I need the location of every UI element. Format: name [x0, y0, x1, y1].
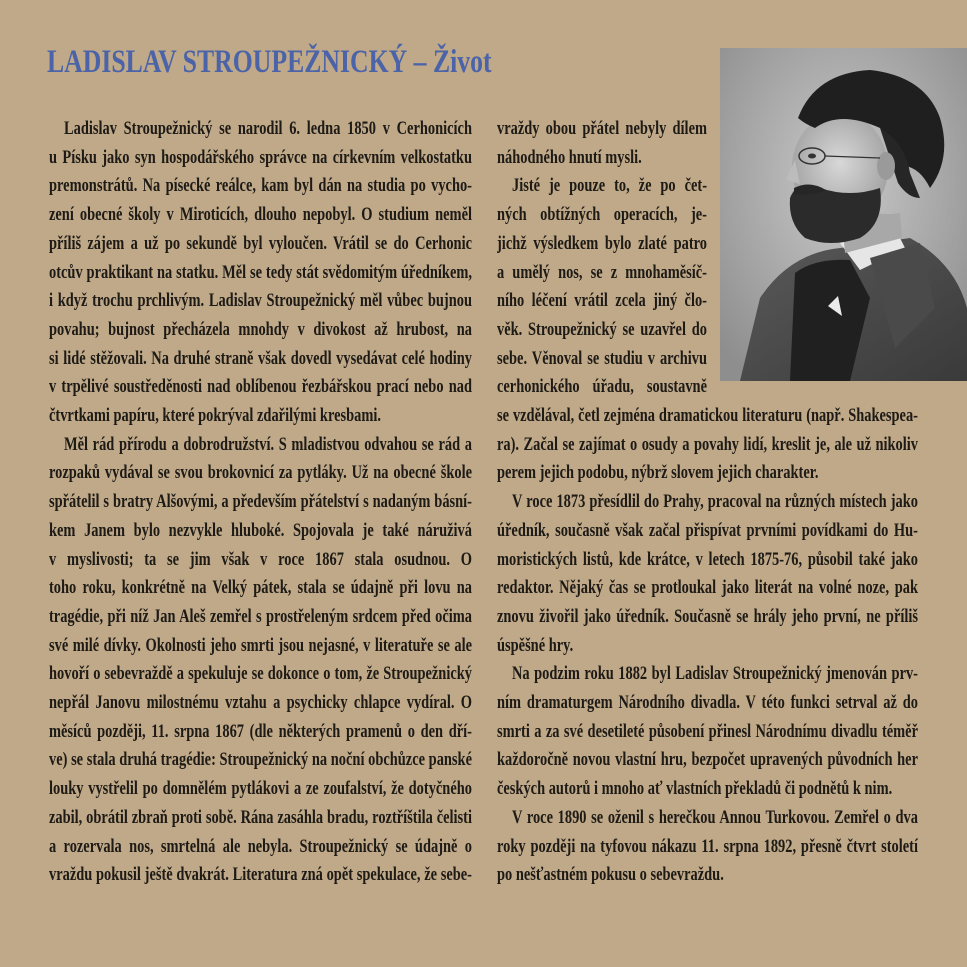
text-line-content: po nešťastném pokusu o sebevraždu.	[497, 865, 724, 886]
text-line	[49, 692, 472, 720]
text-line-content: Na podzim roku 1882 byl Ladislav Stroupežnický jmenován prv-	[512, 664, 918, 685]
text-line-content: ního léčení vrátil zcela jiný člo-	[497, 291, 707, 312]
text-line	[49, 233, 472, 261]
text-line-content: Měl rád přírodu a dobrodružství. S mladistvou odvahou se rád a	[64, 434, 472, 455]
text-line-content: ve) se stala druhá tragédie: Stroupežnický na noční obchůzce panské	[49, 750, 472, 771]
text-line-content: Ladislav Stroupežnický se narodil 6. ledna 1850 v Cerhonicích	[64, 119, 472, 139]
text-line	[497, 549, 918, 577]
text-line-content: Jisté je pouze to, že po čet-	[512, 176, 707, 197]
text-line	[49, 204, 472, 232]
text-line-content: věk. Stroupežnický se uzavřel do	[497, 319, 707, 340]
text-line-content: své milé dívky. Okolnosti jeho smrti jsou nejasné, v literatuře se ale	[49, 635, 472, 656]
text-line	[49, 147, 472, 175]
text-line-content: kem Janem bylo nezvykle hluboké. Spojovala je také náruživá	[49, 520, 472, 541]
text-line	[497, 204, 707, 232]
text-line-content: v myslivosti; ta se jim však v roce 1867 stala osudnou. O	[49, 549, 472, 570]
text-line	[49, 663, 472, 691]
text-line-content: smrti a za své desetileté působení přinesl Národnímu divadlu téměř	[497, 721, 918, 742]
text-line-content: náhodného hnutí mysli.	[497, 147, 642, 168]
text-line	[497, 118, 707, 146]
text-line-content: tragédie, při níž Jan Aleš zemřel s prostřeleným srdcem před očima	[49, 606, 472, 627]
text-line-content: čtvrtkami papíru, které pokrýval zdařilými kresbami.	[49, 406, 382, 426]
text-line-content: v trpělivé soustředěnosti nad oblíbenou řezbářskou prací nebo nad	[49, 377, 472, 398]
text-line-content: hovoří o sebevraždě a spekuluje se dokonce o tom, že Stroupežnický	[49, 664, 472, 685]
text-line	[497, 692, 918, 720]
text-line-content: se vzdělával, četl zejména dramatickou literaturu (např. Shakespea-	[497, 406, 918, 426]
text-line-content: zení obecné školy v Miroticích, dlouho nepobyl. O studium neměl	[49, 205, 472, 226]
text-line-content: rozpaků vydával se svou brokovnicí za pytláky. Už na obecné škole	[49, 463, 472, 484]
text-line	[64, 434, 472, 462]
text-line-content: spřátelil s bratry Alšovými, a především přátelství s nadaným básní-	[49, 492, 472, 513]
text-line	[497, 319, 707, 347]
text-line	[49, 491, 472, 519]
text-line-content: moristických listů, kde krátce, v letech 1875-76, působil také jako	[497, 549, 918, 570]
text-line-content: premonstrátů. Na písecké reálce, kam byl dán na studia po vycho-	[49, 176, 472, 197]
text-line	[497, 462, 918, 490]
text-line	[497, 778, 918, 806]
text-line-content: nepřál Janovu milostnému vztahu a psychicky chlapce vydíral. O	[49, 693, 472, 713]
text-line-content: vraždu pokusil ještě dvakrát. Literatura zná opět spekulace, že sebe-	[49, 865, 472, 886]
text-line-content: V roce 1873 přesídlil do Prahy, pracoval na různých místech jako	[512, 492, 918, 513]
text-line-content: českých autorů i mnoho ať vlastních překladů či podnětů k nim.	[497, 779, 893, 800]
text-line	[49, 348, 472, 376]
text-line-content: povahu; bujnost přecházela mnohdy v divokost až hrubost, na	[49, 319, 472, 340]
text-line	[497, 233, 707, 261]
text-line	[49, 606, 472, 634]
text-line	[497, 836, 918, 864]
text-line-content: roky později na tyfovou nákazu 11. srpna 1892, přesně čtvrt století	[497, 836, 918, 857]
text-line-content: V roce 1890 se oženil s herečkou Annou Turkovou. Zemřel o dva	[512, 807, 918, 828]
text-line-content: louky vystřelil po domnělém pytlákovi a ze zoufalství, že dotyčného	[49, 779, 472, 800]
text-line-content: úspěšné hry.	[497, 635, 574, 656]
text-line	[49, 778, 472, 806]
text-line	[512, 663, 918, 691]
text-line	[512, 807, 918, 835]
text-line-content: vraždy obou přátel nebyly dílem	[497, 119, 707, 139]
text-line	[49, 405, 472, 433]
text-line	[497, 577, 918, 605]
text-line-content: u Písku jako syn hospodářského správce na církevním velkostatku	[49, 147, 472, 168]
page-title: LADISLAV STROUPEŽNICKÝ – Život	[47, 44, 492, 80]
text-line	[49, 721, 472, 749]
text-line	[497, 520, 918, 548]
text-line-content: příliš zájem a už po sekundě byl vyloučen. Vrátil se do Cerhonic	[49, 233, 472, 254]
text-line-content: sebe. Věnoval se studiu v archivu	[497, 348, 707, 369]
text-line	[497, 290, 707, 318]
text-line-content: úředník, současně však začal přispívat prvními povídkami do Hu-	[497, 520, 918, 541]
text-line	[497, 434, 918, 462]
text-line-content: ných obtížných operacích, je-	[497, 205, 707, 226]
text-line	[49, 577, 472, 605]
text-line-content: a umělý nos, se z mnohaměsíč-	[497, 262, 707, 283]
text-line	[512, 175, 707, 203]
text-line-content: znovu živořil jako úředník. Současně se hrály jeho první, ne příliš	[497, 606, 918, 627]
text-line-content: si lidé stěžovali. Na druhé straně však dovedl vysedávat celé hodiny	[49, 348, 472, 369]
text-line	[497, 262, 707, 290]
text-line-content: ra). Začal se zajímat o osudy a povahy lidí, kreslit je, ale už nikoliv	[497, 434, 918, 455]
text-line	[49, 836, 472, 864]
text-line	[49, 290, 472, 318]
text-line-content: jichž výsledkem bylo zlaté patro	[497, 233, 707, 254]
text-line-content: i když trochu prchlivým. Ladislav Stroupežnický měl vůbec bujnou	[49, 291, 472, 312]
text-line	[497, 864, 918, 892]
text-line-content: každoročně novou vlastní hru, bezpočet upravených původních her	[497, 750, 918, 771]
text-line	[49, 319, 472, 347]
text-line	[497, 635, 918, 663]
text-line	[49, 635, 472, 663]
text-line-content: měsíců později, 11. srpna 1867 (dle některých pramenů o den dří-	[49, 721, 472, 742]
text-line-content: a rozervala nos, smrtelná ale nebyla. Stroupežnický se údajně o	[49, 836, 472, 857]
text-line	[512, 491, 918, 519]
text-line	[49, 376, 472, 404]
text-line	[497, 348, 707, 376]
text-line	[497, 405, 918, 433]
text-line	[49, 864, 472, 892]
text-line	[64, 118, 472, 146]
text-line-content: otcův praktikant na statku. Měl se tedy stát svědomitým úředníkem,	[49, 262, 472, 283]
text-line-content: cerhonického úřadu, soustavně	[497, 377, 707, 398]
text-line	[497, 606, 918, 634]
text-line-content: redaktor. Nějaký čas se protloukal jako literát na volné noze, pak	[497, 578, 918, 599]
portrait-image	[720, 48, 967, 381]
text-line-content: zabil, obrátil zbraň proti sobě. Rána zasáhla bradu, roztříštila čelisti	[49, 807, 472, 828]
text-line	[49, 749, 472, 777]
text-line	[497, 721, 918, 749]
text-line-content: toho roku, konkrétně na Velký pátek, stala se údajně při lovu na	[49, 578, 472, 599]
text-line	[49, 175, 472, 203]
text-line	[49, 520, 472, 548]
text-line	[49, 807, 472, 835]
text-line	[49, 462, 472, 490]
text-line	[49, 549, 472, 577]
text-line-content: ním dramaturgem Národního divadla. V této funkci setrval až do	[497, 693, 918, 713]
text-line-content: perem jejich podobu, nýbrž slovem jejich charakter.	[497, 463, 819, 484]
text-line	[497, 749, 918, 777]
text-line	[497, 376, 707, 404]
text-line	[49, 262, 472, 290]
text-line	[497, 147, 707, 175]
portrait-illustration	[720, 48, 967, 381]
